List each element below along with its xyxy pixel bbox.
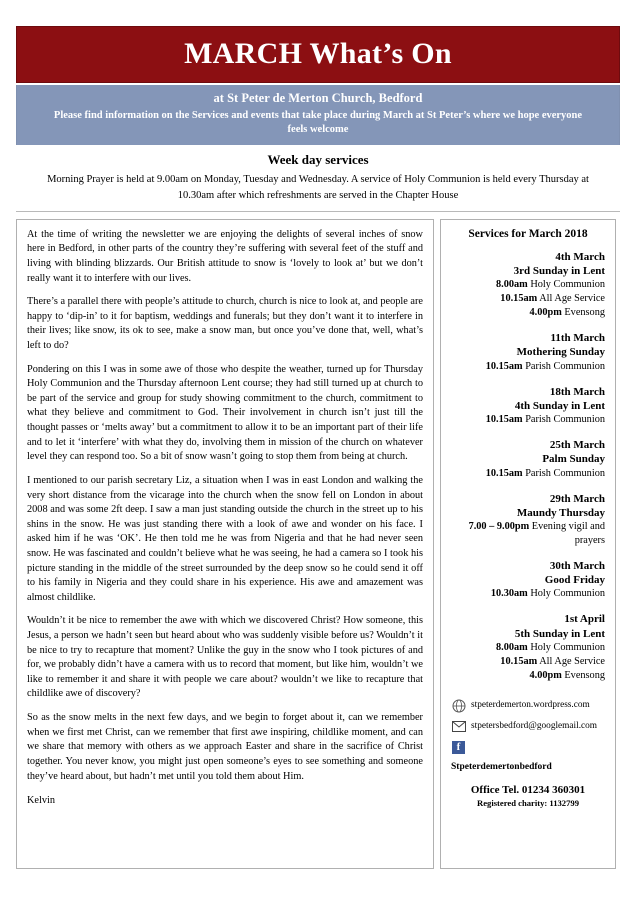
service-block (451, 250, 605, 320)
service-desc: Holy Communion (530, 588, 605, 600)
service-date: 29th March (549, 492, 605, 505)
service-line (451, 467, 605, 481)
weekday-services-text: Morning Prayer is held at 9.00am on Monday, Tuesday and Wednesday. A service of Holy Communion is held every Thursday at 10.30am after which refreshments are served in the Chapter House (47, 174, 589, 201)
service-time: 10.15am (485, 467, 523, 479)
service-occasion: 3rd Sunday in Lent (513, 265, 605, 278)
service-desc: Evening vigil and prayers (531, 521, 605, 546)
facebook-row[interactable] (451, 741, 605, 755)
service-desc: Parish Communion (525, 467, 605, 479)
email-row[interactable] (451, 720, 605, 734)
service-line (451, 587, 605, 601)
service-line (451, 278, 605, 292)
weekday-services-section (16, 145, 620, 211)
service-line (451, 360, 605, 374)
article-paragraph: I mentioned to our parish secretary Liz, a situation when I was in east London and walking the very short distance from the vicarage into the church when the snow fell on London in about 2008 and was some 2ft deep. I saw a man just standing outside the church in the street up to his shins in the snow. He was just standing there with a look of awe and wonder on his face. I asked him if he was ‘OK’. He then told me he was from Nigeria and that he had never seen snow. He was fascinated and couldn’t believe what he was seeing, he had a camera so I took his picture standing in the middle of the street surrounded by the deep snow so he could send it off to his family in Nigeria and they could share in his experience. His awe and amazement was almost childlike. (27, 474, 423, 603)
facebook-icon: f (451, 741, 466, 755)
service-desc: All Age Service (539, 655, 605, 667)
service-block (451, 492, 605, 548)
contacts-section (451, 699, 605, 772)
service-time: 4.00pm (529, 669, 562, 681)
article-paragraph: So as the snow melts in the next few days, and we begin to forget about it, can we remember when we first met Christ, can we remember that first awe inspiring, childlike moment, and can we share that memory with others as we approach Easter and share in the sacrifice of Christ together. You never know, you might just open someone’s eyes to see something and someone they’ve heard about, but hadn’t met until you told them about Him. (27, 712, 423, 782)
article-signoff: Kelvin (27, 795, 56, 807)
article-column (16, 219, 434, 869)
service-occasion: Palm Sunday (542, 453, 605, 466)
service-time: 10.15am (500, 655, 538, 667)
website-text: stpeterdemerton.wordpress.com (471, 700, 590, 711)
service-date: 11th March (550, 332, 605, 345)
service-block (451, 385, 605, 427)
banner-subtitle: Please find information on the Services and events that take place during March at St Peter’s where we hope everyone feels welcome (53, 110, 583, 136)
service-line (451, 292, 605, 306)
service-time: 4.00pm (529, 307, 562, 319)
service-time: 8.00am (496, 279, 528, 291)
service-block (451, 559, 605, 601)
facebook-handle: Stpeterdemertonbedford (451, 761, 552, 772)
service-desc: All Age Service (539, 293, 605, 305)
service-desc: Holy Communion (530, 279, 605, 291)
service-time: 8.00am (496, 641, 528, 653)
content-columns (16, 219, 620, 869)
service-occasion: 4th Sunday in Lent (514, 399, 605, 412)
service-line (451, 655, 605, 669)
service-desc: Evensong (564, 307, 605, 319)
website-row[interactable] (451, 699, 605, 713)
church-name: at St Peter de Merton Church, Bedford (213, 91, 423, 105)
service-block (451, 331, 605, 373)
globe-icon (451, 699, 466, 713)
service-desc: Parish Communion (525, 360, 605, 372)
service-occasion: Maundy Thursday (516, 506, 605, 519)
service-time: 7.00 – 9.00pm (468, 521, 530, 533)
service-time: 10.30am (490, 588, 528, 600)
sidebar-heading: Services for March 2018 (468, 227, 588, 240)
service-occasion: Mothering Sunday (516, 346, 605, 359)
office-phone: Office Tel. 01234 360301 (470, 783, 586, 796)
masthead (16, 26, 620, 83)
article-paragraph: There’s a parallel there with people’s attitude to church, church is nice to look at, and people are happy to ‘dip-in’ to it for baptism, weddings and funerals; but they don’t want it to interfere in their lives; like snow, its ok to see, make a snow man, but once you’ve done that, well, what’s left to do? (27, 296, 423, 352)
service-time: 10.15am (500, 293, 538, 305)
service-line (451, 306, 605, 320)
service-time: 10.15am (485, 414, 523, 426)
service-date: 30th March (549, 559, 605, 572)
article-paragraph: Wouldn’t it be nice to remember the awe with which we discovered Christ? How someone, this Jesus, a person we hadn’t seen but heard about who was suddenly visible before us? Wouldn’t it be nice to try to recapture that moment? Unlike the guy in the snow who I took pictures of and for, we probably didn’t have a camera with us to record that moment, but like him, wouldn’t we like to remember it and share it with people we care about? wouldn’t we like to recapture that childlike awe of discovery? (27, 615, 423, 700)
service-date: 25th March (549, 439, 605, 452)
article-paragraph: Pondering on this I was in some awe of those who despite the weather, turned up for Thursday Holy Communion and the Thursday afternoon Lent course; they had still turned up at church to be part of the service and group for study showing commitment to the church, commitment to what they believe and commitment to God. Their involvement in church isn’t just till the thought passes or ‘melts away’ but a commitment to allow it to be an important part of their life and to let it ‘interfere’ with what they do, involving them in mission of the church on whatever level they can respond too. So a bit of snow wasn’t going to stop them from being at church. (27, 363, 423, 463)
service-date: 1st April (564, 613, 605, 626)
page-title: MARCH What’s On (184, 37, 452, 70)
service-occasion: Good Friday (544, 574, 605, 587)
service-occasion: 5th Sunday in Lent (514, 627, 605, 640)
weekday-services-heading: Week day services (267, 152, 369, 168)
service-line (451, 520, 605, 548)
service-line (451, 669, 605, 683)
service-desc: Evensong (564, 669, 605, 681)
service-date: 18th March (549, 385, 605, 398)
service-desc: Holy Communion (530, 641, 605, 653)
envelope-icon (451, 720, 466, 734)
service-block (451, 612, 605, 682)
service-line (451, 641, 605, 655)
church-banner (16, 85, 620, 145)
article-paragraph: At the time of writing the newsletter we are enjoying the delights of several inches of snow here in Bedford, in other parts of the country they’re suffering with several feet of the stuff and living with blinding blizzards. Our British attitude to snow is ‘lovely to look at’ but we don’t really want it to interfere with our lives. (27, 228, 423, 284)
charity-number: Registered charity: 1132799 (477, 797, 579, 808)
service-block (451, 438, 605, 480)
email-text: stpetersbedford@googlemail.com (471, 721, 598, 732)
service-desc: Parish Communion (525, 414, 605, 426)
service-line (451, 413, 605, 427)
service-date: 4th March (555, 250, 605, 263)
service-time: 10.15am (485, 360, 523, 372)
services-sidebar (440, 219, 616, 869)
